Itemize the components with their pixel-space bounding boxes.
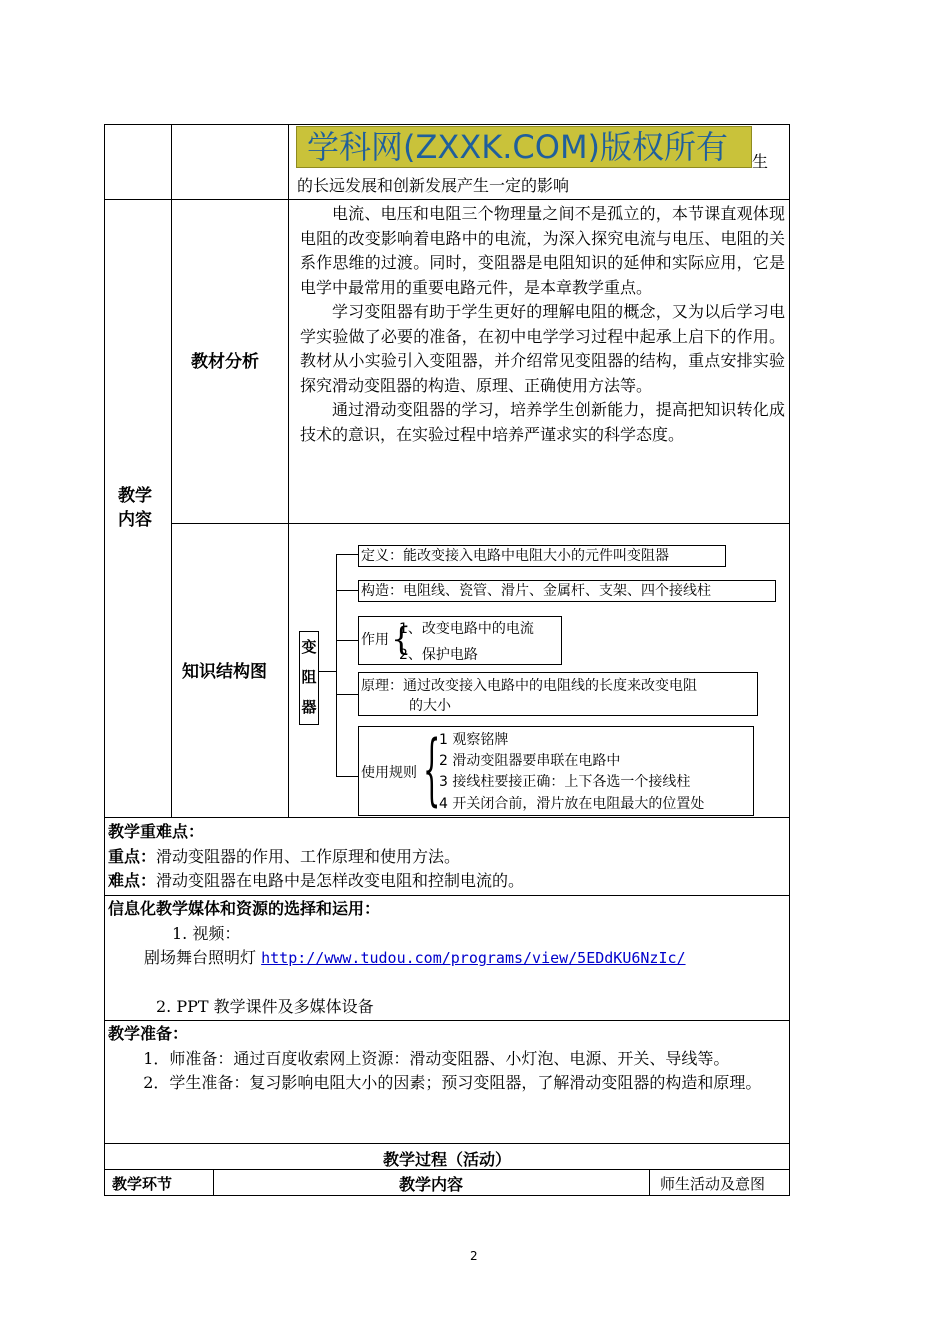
root-node: [299, 631, 319, 725]
watermark-banner: [296, 126, 752, 168]
analysis-label: 教材分析: [191, 352, 259, 372]
process-col-activity: 师生活动及意图: [660, 1175, 766, 1193]
analysis-paragraph: 电流、电压和电阻三个物理量之间不是孤立的，本节课直观体现电阻的改变影响着电路中的电流，为深入探究电流与电压、电阻的关系作思维的过渡。同时，变阻器是电阻知识的延伸和实际应用，它是电学中最常用的重要电路元件，是本章教学重点。: [300, 204, 785, 297]
analysis-text: [300, 202, 785, 447]
definition-text: 定义：能改变接入电路中电阻大小的元件叫变阻器: [361, 548, 669, 564]
principle-node: [358, 672, 758, 716]
brace-icon: {: [423, 725, 441, 815]
teaching-content-label: 教学内容: [118, 486, 152, 530]
usage-rules-node: [358, 726, 754, 816]
student-preparation: 2．学生准备：复习影响电阻大小的因素；预习变阻器，了解滑动变阻器的构造和原理。: [143, 1073, 762, 1092]
process-title: 教学过程（活动）: [382, 1150, 511, 1169]
focus-text: 滑动变阻器的作用、工作原理和使用方法。: [156, 846, 461, 866]
process-col-content: 教学内容: [398, 1175, 463, 1194]
rule-item: 1 观察铭牌: [439, 732, 509, 748]
principle-line: 原理：通过改变接入电路中的电阻线的长度来改变电阻: [361, 678, 697, 694]
media-item-ppt: 2. PPT 教学课件及多媒体设备: [156, 996, 374, 1016]
preparation-heading: 教学准备：: [108, 1024, 189, 1043]
focus-label: 重点：: [108, 846, 157, 866]
teacher-preparation: 1．师准备：通过百度收索网上资源：滑动变阻器、小灯泡、电源、开关、导线等。: [143, 1048, 730, 1068]
root-char: 阻: [301, 668, 317, 686]
rule-item: 4 开关闭合前，滑片放在电阻最大的位置处: [439, 796, 705, 812]
principle-line: 的大小: [409, 698, 451, 714]
top-row-continuation: 的长远发展和创新发展产生一定的影响: [297, 176, 570, 195]
media-section: [108, 897, 788, 1019]
key-points-section: [108, 820, 788, 894]
rules-label: 使用规则: [361, 765, 417, 781]
structure-label: 知识结构图: [182, 662, 267, 682]
difficulty-label: 难点：: [108, 871, 157, 890]
key-points-heading: 教学重难点：: [108, 822, 205, 841]
media-heading: 信息化教学媒体和资源的选择和运用：: [108, 899, 381, 918]
function-item: 1、改变电路中的电流: [399, 621, 534, 637]
analysis-paragraph: 学习变阻器有助于学生更好的理解电阻的概念，又为以后学习电学实验做了必要的准备，在初中电学学习过程中起承上启下的作用。教材从小实验引入变阻器，并介绍常见变阻器的结构，重点安排实验探究滑动变阻器的构造、原理、正确使用方法等。: [300, 302, 785, 395]
video-link[interactable]: http://www.tudou.com/programs/view/5EDdKU6NzIc/: [261, 949, 686, 967]
page-number: 2: [470, 1249, 478, 1263]
brace-icon: {: [391, 620, 412, 658]
watermark-text: 学科网(ZXXK.COM)版权所有: [307, 128, 729, 166]
process-col-stage: 教学环节: [112, 1175, 173, 1193]
analysis-paragraph: 通过滑动变阻器的学习，培养学生创新能力，提高把知识转化成技术的意识，在实验过程中培养严谨求实的科学态度。: [300, 400, 785, 444]
definition-node: [358, 545, 726, 567]
root-char: 器: [301, 698, 317, 716]
watermark-trailing-char: 生: [752, 152, 769, 171]
function-node: [358, 616, 562, 665]
rule-item: 3 接线柱要接正确：上下各选一个接线柱: [439, 774, 691, 790]
media-item-video: 1. 视频：: [172, 923, 241, 943]
preparation-section: [108, 1022, 788, 1096]
root-char: 变: [301, 638, 317, 656]
construction-text: 构造：电阻线、瓷管、滑片、金属杆、支架、四个接线柱: [361, 583, 711, 599]
construction-node: [358, 580, 776, 602]
video-title: 剧场舞台照明灯: [144, 948, 257, 967]
function-label: 作用: [361, 632, 389, 648]
function-item: 2、保护电路: [399, 647, 478, 663]
difficulty-text: 滑动变阻器在电路中是怎样改变电阻和控制电流的。: [156, 871, 525, 890]
rule-item: 2 滑动变阻器要串联在电路中: [439, 753, 621, 769]
